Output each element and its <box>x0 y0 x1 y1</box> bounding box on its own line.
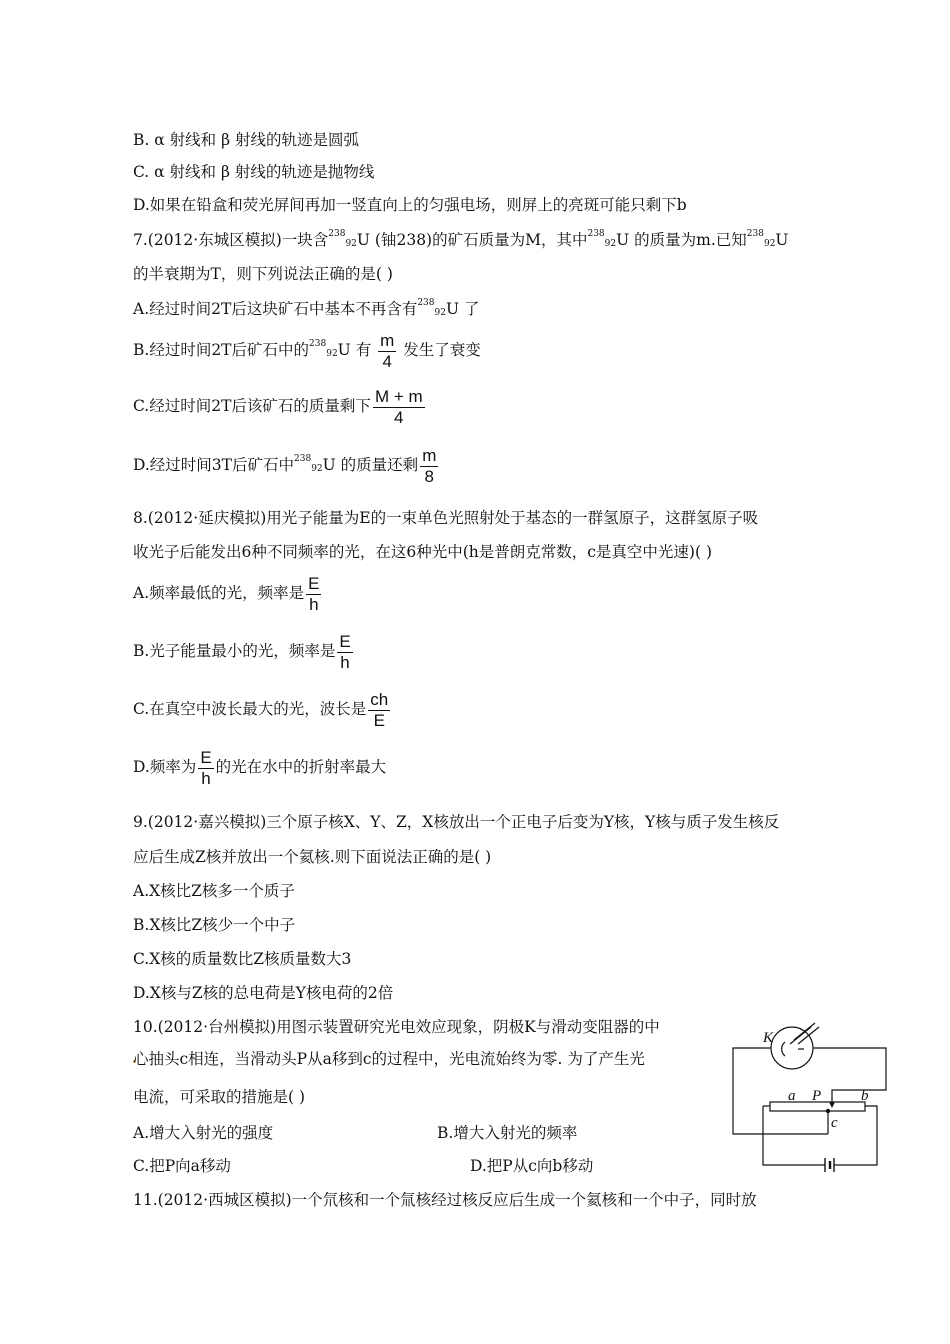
option-8d <box>133 748 386 788</box>
question-10-stem-cont: 心抽头c相连，当滑动头P从a移到c的过程中，光电流始终为零. 为了产生光 <box>133 1050 645 1068</box>
text: C.经过时间2T后该矿石的质量剩下 <box>133 397 371 416</box>
option-c-prev: C. α 射线和 β 射线的轨迹是抛物线 <box>133 163 375 181</box>
question-11-stem: 11.(2012·西城区模拟)一个氘核和一个氚核经过核反应后生成一个氦核和一个中子，同时放 <box>133 1191 757 1209</box>
isotope-u238 <box>587 228 630 250</box>
fraction-Mm-over-4 <box>373 387 425 427</box>
option-7d <box>133 446 440 486</box>
denominator: 4 <box>378 351 396 372</box>
isotope-mass: 238 <box>587 228 605 239</box>
text: (铀238)的矿石质量为M，其中 <box>374 231 588 249</box>
photoelectric-circuit-diagram <box>730 1020 895 1175</box>
text: 的质量还剩 <box>340 456 419 475</box>
question-8-stem: 8.(2012·延庆模拟)用光子能量为E的一束单色光照射处于基态的一群氢原子，这群氢原子吸 <box>133 509 759 527</box>
numerator: m <box>380 331 395 350</box>
label-P: P <box>812 1088 822 1104</box>
text: A.经过时间2T后这块矿石中基本不再含有 <box>133 300 418 318</box>
text: 的光在水中的折射率最大 <box>215 758 387 777</box>
label-K: K <box>763 1030 774 1046</box>
option-9d: D.X核与Z核的总电荷是Y核电荷的2倍 <box>133 984 394 1002</box>
label-c: c <box>831 1115 838 1131</box>
isotope-mass: 238 <box>328 228 346 239</box>
denominator: 8 <box>420 466 438 487</box>
option-10b: B.增大入射光的频率 <box>437 1124 578 1142</box>
cathode <box>782 1042 785 1056</box>
denominator: 4 <box>373 407 425 428</box>
option-8a <box>133 574 323 614</box>
denominator: h <box>306 594 321 615</box>
wire-left <box>733 1048 771 1134</box>
slider-arrow-icon <box>829 1102 835 1108</box>
option-7b <box>133 331 481 371</box>
question-10-stem: 10.(2012·台州模拟)用图示装置研究光电效应现象，阴极K与滑动变阻器的中 <box>133 1018 660 1036</box>
wire-right <box>813 1048 886 1102</box>
text: B.光子能量最小的光，频率是 <box>133 642 336 661</box>
denominator: h <box>337 652 352 673</box>
text: D.经过时间3T后矿石中 <box>133 456 295 475</box>
isotope-mass: 238 <box>294 453 312 464</box>
option-10d: D.把P从c向b移动 <box>470 1157 594 1175</box>
label-b: b <box>861 1088 869 1104</box>
text: 的质量为m.已知 <box>634 231 747 249</box>
text: B.经过时间2T后矿石中的 <box>133 341 310 360</box>
isotope-atomic: 92 <box>604 239 617 250</box>
text: 发生了衰变 <box>403 341 481 360</box>
fraction-E-over-h <box>337 632 352 672</box>
wire-bottom-left <box>763 1106 822 1165</box>
isotope-mass: 238 <box>746 228 764 239</box>
numerator: E <box>308 574 320 593</box>
text: 7.(2012·东城区模拟)一块含 <box>133 231 329 249</box>
label-a: a <box>788 1088 796 1104</box>
isotope-u238 <box>417 297 460 319</box>
fraction-ch-over-E <box>368 690 390 730</box>
question-7-stem <box>133 228 789 252</box>
numerator: ch <box>370 690 389 709</box>
question-9-stem: 9.(2012·嘉兴模拟)三个原子核X、Y、Z，X核放出一个正电子后变为Y核，Y核与质子发生核反 <box>133 813 780 831</box>
question-7-stem-cont: 的半衰期为T，则下列说法正确的是( ) <box>133 265 393 283</box>
isotope-symbol: U <box>322 456 336 475</box>
option-10a: A.增大入射光的强度 <box>133 1124 274 1142</box>
numerator: E <box>339 632 351 651</box>
question-9-stem-cont: 应后生成Z核并放出一个氦核.则下面说法正确的是( ) <box>133 848 492 866</box>
fraction-m-over-8 <box>420 446 438 486</box>
option-7a <box>133 297 480 321</box>
isotope-u238 <box>309 338 351 360</box>
option-7b-prev: B. α 射线和 β 射线的轨迹是圆弧 <box>133 131 359 149</box>
option-d-prev: D.如果在铅盒和荧光屏间再加一竖直向上的匀强电场，则屏上的亮斑可能只剩下b <box>133 196 687 214</box>
text: 有 <box>355 341 372 360</box>
wire-bottom-right <box>838 1106 877 1165</box>
isotope-u238 <box>294 453 336 475</box>
denominator: h <box>198 768 213 789</box>
option-9a: A.X核比Z核多一个质子 <box>133 882 295 900</box>
isotope-mass: 238 <box>309 338 327 349</box>
isotope-atomic: 92 <box>311 464 323 475</box>
text: 了 <box>463 300 480 318</box>
option-9c: C.X核的质量数比Z核质量数大3 <box>133 950 352 968</box>
text: C.在真空中波长最大的光，波长是 <box>133 700 367 719</box>
text: D.频率为 <box>133 758 197 777</box>
fraction-E-over-h <box>198 748 213 788</box>
isotope-u238 <box>328 228 370 250</box>
isotope-symbol: U <box>356 231 370 249</box>
option-8b <box>133 632 355 672</box>
option-8c <box>133 690 392 730</box>
option-9b: B.X核比Z核少一个中子 <box>133 916 296 934</box>
text: A.频率最低的光，频率是 <box>133 584 305 603</box>
isotope-symbol: U <box>775 231 789 249</box>
isotope-atomic: 92 <box>434 308 446 319</box>
numerator: M + m <box>374 387 423 406</box>
isotope-symbol: U <box>445 300 460 318</box>
isotope-atomic: 92 <box>326 349 338 360</box>
fraction-m-over-4 <box>378 331 396 371</box>
numerator: E <box>200 748 212 767</box>
numerator: m <box>422 446 437 465</box>
isotope-mass: 238 <box>417 297 435 308</box>
fraction-E-over-h <box>306 574 321 614</box>
question-10-stem-cont2: 电流，可采取的措施是( ) <box>133 1088 306 1106</box>
isotope-symbol: U <box>616 231 630 249</box>
phototube <box>771 1027 813 1069</box>
question-8-stem-cont: 收光子后能发出6种不同频率的光，在这6种光中(h是普朗克常数，c是真空中光速)( ) <box>133 543 713 561</box>
center-tap-node <box>826 1109 830 1113</box>
option-10c: C.把P向a移动 <box>133 1157 231 1175</box>
isotope-symbol: U <box>337 341 351 360</box>
isotope-u238 <box>746 228 789 250</box>
option-7c <box>133 387 427 427</box>
isotope-atomic: 92 <box>345 239 357 250</box>
isotope-atomic: 92 <box>763 239 776 250</box>
denominator: E <box>368 710 390 731</box>
